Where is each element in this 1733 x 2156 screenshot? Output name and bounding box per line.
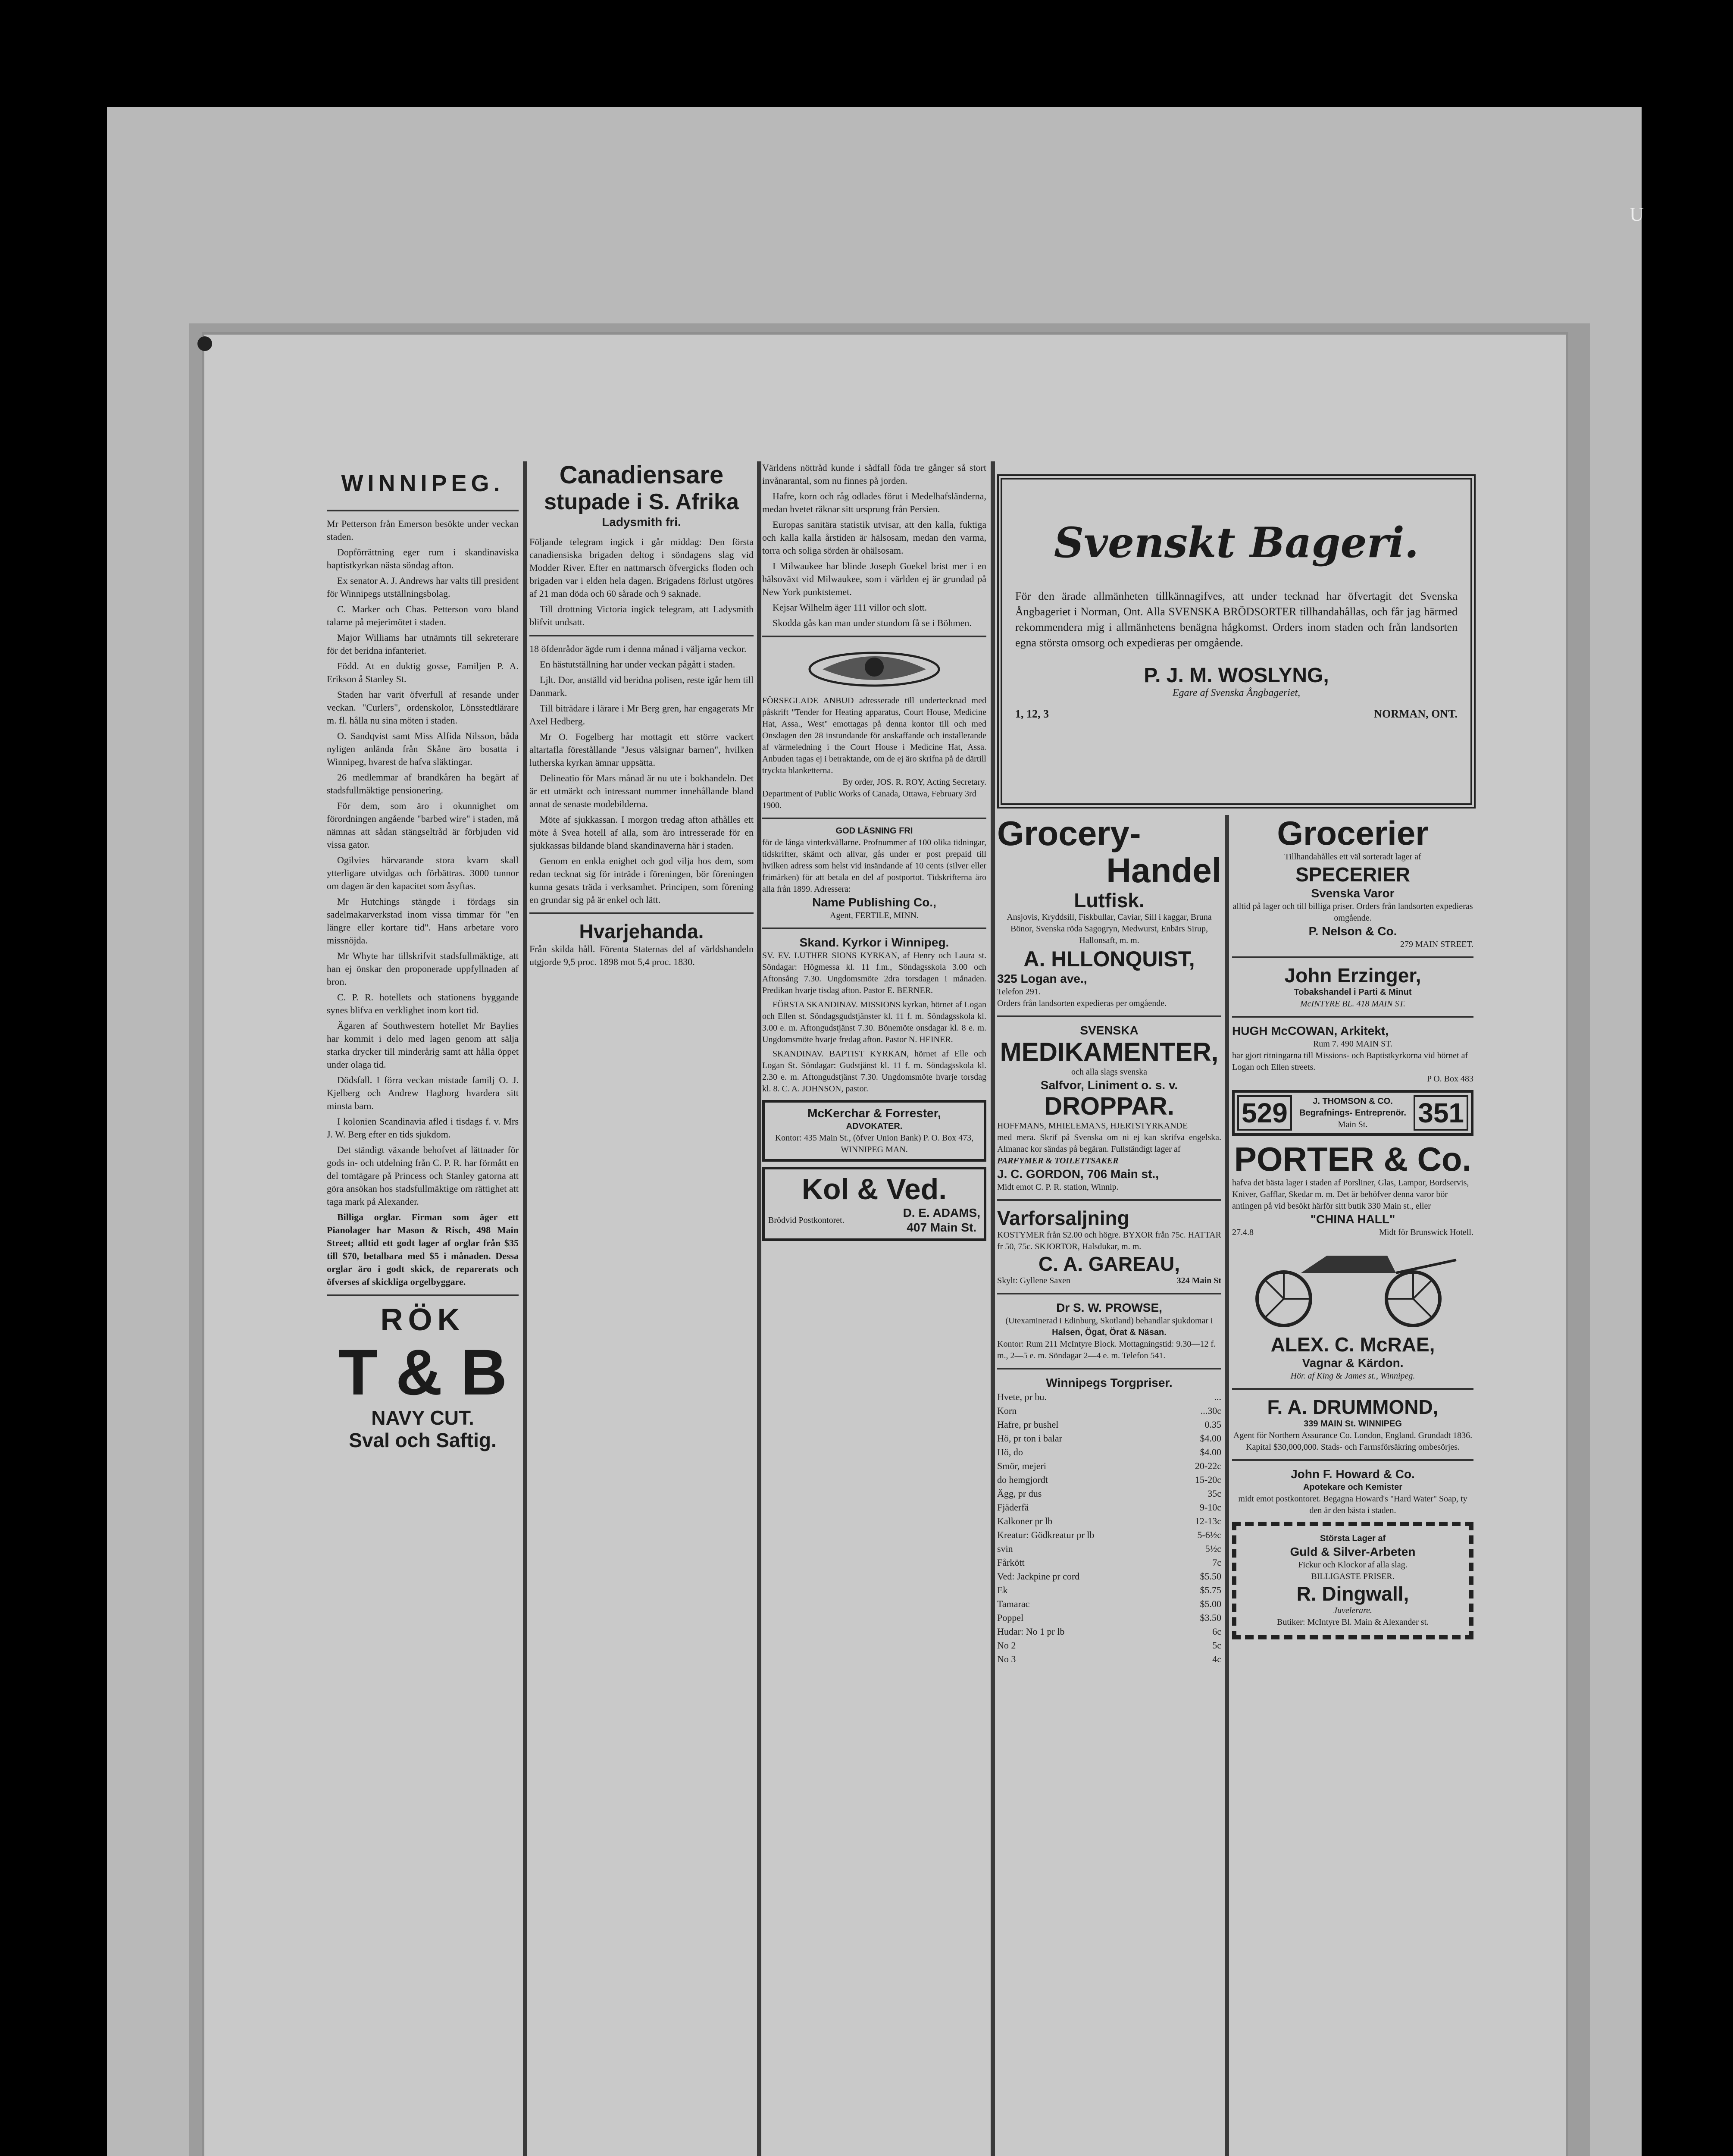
price-item: Hvete, pr bu.: [997, 1391, 1047, 1402]
divider: [1232, 1388, 1473, 1390]
jeweller-goods: Guld & Silver-Arbeten: [1290, 1545, 1416, 1558]
price-value: 35c: [1207, 1488, 1221, 1499]
price-item: Tamarac: [997, 1598, 1030, 1609]
divider: [529, 912, 754, 914]
grocerier-title: Grocerier: [1277, 815, 1429, 852]
porter-china-hall: "CHINA HALL": [1310, 1213, 1395, 1226]
carriage-dealer-address: Hör. af King & James st., Winnipeg.: [1290, 1371, 1415, 1381]
porter-name: PORTER & Co.: [1234, 1140, 1472, 1178]
divider: [762, 818, 986, 819]
jeweller-heading: Största Lager af: [1320, 1534, 1386, 1543]
divider: [762, 928, 986, 929]
divider: [997, 1293, 1221, 1294]
price-value: 15-20c: [1195, 1474, 1221, 1485]
grocery-list: Ansjovis, Kryddsill, Fiskbullar, Caviar, Sill i kaggar, Bruna Bönor, Svenska röda Sagogryn, Medwurst, Enbärs Sirup, Hallonsaft, m. m.: [1007, 912, 1212, 945]
column-rule: [523, 461, 527, 2156]
price-value: $5.00: [1200, 1598, 1221, 1609]
tobacco-variety: NAVY CUT.: [371, 1407, 474, 1429]
news-item: 26 medlemmar af brandkåren ha begärt af stadsfullmäktige pensionering.: [327, 772, 519, 796]
sale-text: KOSTYMER från $2.00 och högre. BYXOR från 75c. HATTAR fr 50, 75c. SKJORTOR, Halsdukar, m. m.: [997, 1230, 1221, 1251]
divider: [529, 635, 754, 636]
news-item: En hästutställning har under veckan pågått i staden.: [540, 659, 735, 670]
law-firm-name: McKerchar & Forrester,: [807, 1106, 941, 1120]
price-value: $3.50: [1200, 1612, 1221, 1623]
column-4: [997, 815, 1221, 2156]
price-item: Hafre, pr bushel: [997, 1419, 1059, 1430]
bakery-town: NORMAN, ONT.: [1374, 708, 1458, 720]
divider: [327, 510, 519, 511]
local-news: [327, 517, 519, 1288]
price-row: [997, 1445, 1221, 1459]
jeweller-sub: Fickur och Klockor af alla slag.: [1298, 1560, 1408, 1570]
price-row: [997, 1597, 1221, 1611]
erzinger-sub: Tobakshandel i Parti & Minut: [1294, 987, 1412, 997]
price-item: Hö, do: [997, 1447, 1023, 1457]
price-row: [997, 1501, 1221, 1514]
bakery-number: 1, 12, 3: [1015, 708, 1049, 720]
fuel-ad: [762, 1167, 986, 1241]
price-item: Kreatur: Gödkreatur pr lb: [997, 1529, 1095, 1540]
price-value: $4.00: [1200, 1447, 1221, 1457]
fuel-address: 407 Main St.: [907, 1221, 977, 1234]
divider: [1232, 956, 1473, 958]
reading-text: för de långa vinterkvällarne. Profnummer af 100 olika tidningar, tidskrifter, skämt och allvar, gås under er post prepaid till hvilken adress som helst vid insändande af 10 cents (silver eller frimärken) för att betala en del af postportot. Tidskrifterna äro alla från 1899. Adressera:: [762, 838, 986, 894]
divider: [762, 636, 986, 637]
news-item: Mr Petterson från Emerson besökte under veckan staden.: [327, 518, 519, 542]
apothecary-name: John F. Howard & Co.: [1291, 1467, 1415, 1481]
price-row: [997, 1583, 1221, 1597]
medicine-drops-list: HOFFMANS, MHIELEMANS, HJERTSTYRKANDE: [997, 1121, 1188, 1131]
binding-hole: [197, 336, 212, 351]
column-5: [1232, 815, 1473, 2156]
price-item: No 3: [997, 1654, 1016, 1664]
jeweller-prices: BILLIGASTE PRISER.: [1311, 1572, 1395, 1581]
nelson-name: P. Nelson & Co.: [1308, 924, 1397, 938]
news-item: Mr Hutchings stängde i fördags sin sadelmakarverkstad inom vissa timmar för "en längre eller kortare tid". Hans arbetare voro missnöjda.: [327, 896, 519, 946]
law-firm-sub: ADVOKATER.: [846, 1122, 903, 1131]
churches-heading: Skand. Kyrkor i Winnipeg.: [799, 936, 949, 949]
tender-signature: By order, JOS. R. ROY, Acting Secretary.: [842, 777, 986, 787]
news-item: Major Williams har utnämnts till sekreterare för det beridna infanteriet.: [327, 632, 519, 656]
price-value: 0.35: [1204, 1419, 1221, 1430]
bakery-owner: P. J. M. WOSLYNG,: [1144, 664, 1329, 687]
insurance-agent-address: 339 MAIN St. WINNIPEG: [1304, 1419, 1402, 1429]
news-item: Europas sanitära statistik utvisar, att den kalla, fuktiga och kalla kalla årstiden är hälsosam, medan den varma, torra och soliga sörden är ohälsosam.: [762, 519, 986, 556]
architect-name: HUGH McCOWAN, Arkitekt,: [1232, 1024, 1389, 1037]
divider: [997, 1015, 1221, 1017]
film-edge-mark: U: [1630, 203, 1644, 225]
price-row: [997, 1390, 1221, 1404]
news-item: O. Sandqvist samt Miss Alfida Nilsson, båda nyligen anlända från Skåne äro bosatta i Winnipeg, hvarest de hafva släktingar.: [327, 730, 519, 767]
news-item: Dödsfall. I förra veckan mistade familj O. J. Kjelberg och Andrew Hagborg hvardera sitt minsta barn.: [327, 1075, 519, 1111]
price-value: 12-13c: [1195, 1516, 1221, 1526]
bakery-title: Svenskt Bageri.: [1054, 518, 1419, 567]
price-row: [997, 1528, 1221, 1542]
price-item: Ägg, pr dus: [997, 1488, 1042, 1499]
architect-address: Rum 7. 490 MAIN ST.: [1313, 1039, 1393, 1049]
grocer-note: Orders från landsorten expedieras per omgående.: [997, 999, 1167, 1008]
column-rule: [1225, 815, 1229, 2156]
grocery-title-2: Handel: [1106, 851, 1221, 890]
jeweller-name: R. Dingwall,: [1296, 1583, 1409, 1605]
doctor-office: Kontor: Rum 211 McIntyre Block. Mottagningstid: 9.30—12 f. m., 2—5 e. m. Söndagar 2—4 e. m. Telefon 541.: [997, 1339, 1216, 1360]
news-item: Ägaren af Southwestern hotellet Mr Baylies har kommit i delo med lagen genom att sälja starka drycker till minderårig samt att hålla öppet under olaga tid.: [327, 1020, 519, 1070]
news-item: Skodda gås kan man under stundom få se i Böhmen.: [773, 617, 972, 628]
price-row: [997, 1418, 1221, 1432]
tender-department: Department of Public Works of Canada, Ottawa, February 3rd 1900.: [762, 789, 976, 810]
section-heading: Hvarjehanda.: [579, 920, 704, 943]
undertaker-name: J. THOMSON & CO.: [1313, 1096, 1393, 1106]
organ-notice: Billiga orglar. Firman som äger ett Pianolager har Mason & Risch, 498 Main Street; alltid ett godt lager af orglar från $35 till $70, betalbara med $5 i månaden. Dessa orglar äro i godt skick, de reparerats och öfverses af skickliga orgelbyggare.: [327, 1212, 519, 1287]
doctor-credentials: (Utexaminerad i Edinburg, Skotland) behandlar sjukdomar i: [1005, 1316, 1213, 1326]
carriage-dealer-name: ALEX. C. McRAE,: [1270, 1333, 1435, 1356]
news-item: Möte af sjukkassan. I morgon tredag afton afhålles ett möte å Svea hotell af alla, som äro intresserade för en sjukkassas bildande bland skandinaverna här i staden.: [529, 814, 754, 851]
architect-box: P O. Box 483: [1426, 1074, 1473, 1084]
grocerier-swedish: Svenska Varor: [1311, 887, 1395, 900]
medicine-perfumes: PARFYMER & TOILETTSAKER: [997, 1156, 1119, 1166]
publisher-name: Name Publishing Co.,: [812, 896, 936, 909]
price-item: Kalkoner pr lb: [997, 1516, 1053, 1526]
news-item: Följande telegram ingick i går middag: Den första canadiensiska brigaden deltog i söndagens slag vid Modder River. Efter en nattmarsch öfvergicks floden och brigaden var i elden hela dagen. Brigadens förlust utgöres af 21 man döda och 60 sårade och 9 saknade.: [529, 536, 754, 599]
tobacco-tagline: Sval och Saftig.: [349, 1429, 497, 1451]
undertaker-phone: 351: [1414, 1095, 1468, 1131]
bakery-owner-role: Egare af Svenska Ångbageriet,: [1172, 687, 1301, 699]
price-value: ...30c: [1200, 1405, 1221, 1416]
apothecary-sub: Apotekare och Kemister: [1303, 1482, 1403, 1492]
local-news: [529, 642, 754, 906]
nelson-address: 279 MAIN STREET.: [1400, 940, 1473, 949]
grocer-phone: Telefon 291.: [997, 987, 1041, 997]
medicine-heading: SVENSKA: [1080, 1024, 1139, 1037]
price-value: 5-6½c: [1197, 1529, 1221, 1540]
news-item: Världens nöttråd kunde i sådfall föda tre gånger så stort invånarantal, som nu finnes på jorden.: [762, 462, 986, 486]
price-value: $5.75: [1200, 1585, 1221, 1595]
insurance-agent-name: F. A. DRUMMOND,: [1267, 1396, 1439, 1418]
coat-of-arms-icon: [797, 643, 952, 691]
price-row: [997, 1611, 1221, 1625]
price-value: 4c: [1212, 1654, 1221, 1664]
grocerier-text: alltid på lager och till billiga priser. Orders från landsorten expedieras omgående.: [1232, 902, 1473, 923]
news-item: I kolonien Scandinavia afled i tisdags f. v. Mrs J. W. Berg efter en tids sjukdom.: [327, 1116, 519, 1140]
divider: [1232, 1016, 1473, 1018]
medicine-text: med mera. Skrif på Svenska om ni ej kan skrifva engelska. Almanac kor sändas på begäran. Fullständigt lager af: [997, 1133, 1221, 1154]
price-value: $4.00: [1200, 1433, 1221, 1444]
clothier-name: C. A. GAREAU,: [1039, 1253, 1180, 1275]
news-item: Staden har varit öfverfull af resande under veckan. "Curlers", ordenskolor, Lönsstedtlärare m. fl. hålla nu sina möten i staden.: [327, 689, 519, 726]
misc-news: [762, 461, 986, 630]
medicine-salves: Salfvor, Liniment o. s. v.: [1040, 1078, 1178, 1092]
price-row: [997, 1542, 1221, 1556]
undertaker-sub: Begrafnings- Entreprenör.: [1299, 1108, 1406, 1118]
law-firm-ad: [762, 1100, 986, 1162]
price-value: ...: [1214, 1391, 1221, 1402]
jeweller-address: Butiker: McIntyre Bl. Main & Alexander st.: [1276, 1617, 1429, 1627]
price-item: svin: [997, 1543, 1013, 1554]
erzinger-name: John Erzinger,: [1284, 964, 1421, 987]
price-value: $5.50: [1200, 1571, 1221, 1582]
publisher-agent: Agent, FERTILE, MINN.: [830, 911, 919, 920]
price-value: 5c: [1212, 1640, 1221, 1651]
news-item: C. P. R. hotellets och stationens byggande synes blifva en verklighet inom kort tid.: [327, 992, 519, 1015]
pharmacist-name: J. C. GORDON, 706 Main st.,: [997, 1167, 1159, 1181]
undertaker-ad: [1232, 1090, 1473, 1136]
price-row: [997, 1459, 1221, 1473]
market-prices-heading: Winnipegs Torgpriser.: [1046, 1376, 1173, 1389]
pharmacist-location: Midt emot C. P. R. station, Winnip.: [997, 1182, 1119, 1192]
price-value: 9-10c: [1199, 1502, 1221, 1513]
price-row: [997, 1473, 1221, 1487]
price-value: 5½c: [1205, 1543, 1221, 1554]
church-entry: SKANDINAV. BAPTIST KYRKAN, hörnet af Elle och Logan St. Söndagar: Gudstjänst kl. 11 f. m. Söndagsskola kl. 2.30 e. m. Aftongudstjänst 7.30. Ungdomsmöte hvarje torsdag kl. 8. C. A. JOHNSON, pastor.: [762, 1049, 986, 1094]
news-item: I Milwaukee har blinde Joseph Goekel brist mer i en hälsoväxt vid Milwaukee, som i världen ej är grundad på New York punktstemet.: [762, 561, 986, 597]
column-1: [327, 461, 519, 2156]
reading-heading: GOD LÄSNING FRI: [835, 826, 913, 836]
clothier-sign: Skylt: Gyllene Saxen: [997, 1276, 1070, 1285]
price-row: [997, 1514, 1221, 1528]
news-item: Född. At en duktig gosse, Familjen P. A. Erikson å Stanley St.: [327, 661, 519, 684]
church-entry: SV. EV. LUTHER SIONS KYRKAN, af Henry och Laura st. Söndagar: Högmessa kl. 11 f.m., Söndagsskola 3.00 och Aftonsång 7.30. Ungdomsmöte 2dra torsdagen i månaden. Predikan hvarje tisdag afton. Pastor E. BERNER.: [762, 951, 986, 995]
column-3: [762, 461, 986, 2156]
price-row: [997, 1432, 1221, 1445]
fuel-dealer: D. E. ADAMS,: [903, 1206, 980, 1219]
price-row: [997, 1487, 1221, 1501]
news-item: Genom en enkla enighet och god vilja hos dem, som redan tecknat sig för inträde i föreningen, bör föreningen kunna gesats träda i verksamhet. Principen, som förening en grundar sig på är enkel och lätt.: [529, 856, 754, 905]
news-item: Ogilvies härvarande stora kvarn skall ytterligare utvidgas och förbättras. 3000 tunnor om dagen är den kapacitet som åsyftas.: [327, 855, 519, 891]
news-item: Ljlt. Dor, anställd vid beridna polisen, reste igår hem till Danmark.: [529, 674, 754, 698]
headline-deck: Ladysmith fri.: [602, 515, 681, 529]
divider: [997, 1199, 1221, 1201]
divider: [997, 1368, 1221, 1369]
insurance-agent-text: Agent för Northern Assurance Co. London, England. Grundadt 1836. Kapital $30,000,000. Stads- och Farmsförsäkring ombesörjes.: [1233, 1431, 1473, 1452]
fuel-heading: Kol & Ved.: [801, 1173, 947, 1206]
medicine-sub: och alla slags svenska: [1071, 1067, 1148, 1077]
churches-list: [762, 950, 986, 1095]
news-item: Mr O. Fogelberg har mottagit ett större vackert altartafla förestållande "Jesus välsignar barnen", hvilken lutherska kyrkan ämnar uppsätta.: [529, 731, 754, 768]
price-item: do hemgjordt: [997, 1474, 1048, 1485]
price-item: Ved: Jackpine pr cord: [997, 1571, 1080, 1582]
undertaker-address: Main St.: [1338, 1119, 1368, 1129]
price-item: Hö, pr ton i balar: [997, 1433, 1062, 1444]
divider: [1232, 1459, 1473, 1461]
price-value: 7c: [1212, 1557, 1221, 1568]
medicine-drops: DROPPAR.: [1044, 1092, 1174, 1120]
porter-address: Midt för Brunswick Hotell.: [1379, 1228, 1473, 1237]
column-rule: [757, 461, 761, 2156]
price-item: No 2: [997, 1640, 1016, 1651]
news-item: 18 öfdenrådor ägde rum i denna månad i väljarna veckor.: [529, 643, 747, 654]
grocerier-specerier: SPECERIER: [1295, 863, 1410, 886]
jeweller-ad: [1232, 1522, 1473, 1639]
market-prices-table: [997, 1390, 1221, 1666]
architect-text: har gjort ritningarna till Missions- och Baptistkyrkorna vid hörnet af Logan och Ellen streets.: [1232, 1051, 1468, 1072]
news-item: Till drottning Victoria ingick telegram, att Ladysmith blifvit undsatt.: [529, 604, 754, 627]
lutfisk-heading: Lutfisk.: [1074, 889, 1145, 912]
carriage-dealer-sub: Vagnar & Kärdon.: [1302, 1356, 1404, 1369]
grocery-title: Grocery-: [997, 815, 1141, 852]
clothier-address: 324 Main St: [1176, 1276, 1221, 1285]
news-item: Mr Whyte har tillskrifvit stadsfullmäktige, att han ej önskar den proponerade uppfyllnaden af bron.: [327, 950, 519, 987]
bakery-text: För den ärade allmänheten tillkännagifves, att under tecknad har öfvertagit det Svenska Ångbageriet i Norman, Ont. Alla SVENSKA BRÖDSORTER tillhandahållas, och får jag härmed rekommendera mig i allmänhetens benägna hågkomst. Orders inom staden och från landsorten egna största omsorg och expedieras per omgående.: [1015, 590, 1458, 649]
tobacco-brand: T & B: [338, 1336, 507, 1408]
headline-main: Canadiensare: [559, 461, 724, 489]
price-item: Korn: [997, 1405, 1017, 1416]
medicine-title: MEDIKAMENTER,: [1000, 1037, 1219, 1066]
price-row: [997, 1556, 1221, 1570]
news-item: För dem, som äro i okunnighet om förordningen angående "barbed wire" i staden, må nämnas att sådan stängseltråd är förbjuden vid vissa gator.: [327, 800, 519, 850]
price-row: [997, 1639, 1221, 1652]
news-item: C. Marker och Chas. Petterson voro bland talarne på mejerimötet i staden.: [327, 604, 519, 627]
price-item: Ek: [997, 1585, 1008, 1595]
column-2: [529, 461, 754, 2156]
price-item: Smör, mejeri: [997, 1460, 1046, 1471]
grocer-name: A. HLLONQUIST,: [1023, 947, 1195, 971]
masthead: WINNIPEG.: [341, 470, 504, 496]
news-item: Dopförrättning eger rum i skandinaviska baptistkyrkan nästa söndag afton.: [327, 547, 519, 570]
news-item: Ex senator A. J. Andrews har valts till president för Winnipegs utställningsbolag.: [327, 575, 519, 599]
price-item: Fjäderfä: [997, 1502, 1029, 1513]
undertaker-number: 529: [1237, 1095, 1292, 1131]
divider: [327, 1294, 519, 1296]
news-item: Det ständigt växande behofvet af lättnader för gods in- och utdelning från C. P. R. har förmått en del tomtägare på Princess och Stanley gatorna att göra ansökan hos stadsfullmäktige om rättighet att taga mark på Alexander.: [327, 1144, 519, 1207]
bakery-ad: [997, 474, 1476, 808]
erzinger-address: McINTYRE BL. 418 MAIN ST.: [1300, 999, 1406, 1009]
section-text: Från skilda håll. Förenta Staternas del af världshandeln utgjorde 9,5 proc. 1898 mot 5,4 proc. 1830.: [529, 943, 754, 967]
apothecary-text: midt emot postkontoret. Begagna Howard's "Hard Water" Soap, ty den är den bästa i staden.: [1238, 1494, 1467, 1515]
tender-notice: FÖRSEGLADE ANBUD adresserade till undertecknad med påskrift "Tender for Heating apparatus, Court House, Medicine Hat, Assa., West" emottagas på denna kontor till och med Onsdagen den 28 instundande för anskaffande och installerande af värmeledning i the Court House i Medicine Hat, Assa. Anbuden tagas ej i betraktande, om de ej äro skrifna på de därtill tryckta blanketterna.: [762, 696, 986, 775]
news-item: Till biträdare i lärare i Mr Berg gren, har engagerats Mr Axel Hedberg.: [529, 703, 754, 727]
headline-sub: stupade i S. Afrika: [544, 489, 739, 514]
price-item: Poppel: [997, 1612, 1024, 1623]
tobacco-ad: [327, 1302, 519, 1451]
price-value: 20-22c: [1195, 1460, 1221, 1471]
column-rule: [991, 461, 995, 2156]
porter-text: hafva det bästa lager i staden af Porsliner, Glas, Lampor, Bordservis, Kniver, Gafflar, Skedar m. m. Det är behöfver denna varor bör antingen på vid besökt härför sitt butik 330 Main st., eller: [1232, 1178, 1469, 1211]
grocerier-sub: Tillhandahålles ett väl sorteradt lager af: [1284, 852, 1421, 862]
sale-heading: Varforsaljning: [997, 1207, 1129, 1229]
doctor-name: Dr S. W. PROWSE,: [1056, 1301, 1162, 1314]
news-item: Hafre, korn och råg odlades förut i Medelhafsländerna, medan hvetet räknar sitt ursprung från Persien.: [762, 491, 986, 514]
porter-number: 27.4.8: [1232, 1228, 1254, 1237]
price-value: 6c: [1212, 1626, 1221, 1637]
price-item: Fårkött: [997, 1557, 1025, 1568]
news-item: Delineatio för Mars månad är nu ute i bokhandeln. Det är ett utmärkt och intressant nummer innehållande bland annat de senaste modebilderna.: [529, 773, 754, 809]
wagon-icon: [1241, 1243, 1465, 1329]
price-item: Hudar: No 1 pr lb: [997, 1626, 1065, 1637]
price-row: [997, 1652, 1221, 1666]
jeweller-role: Juvelerare.: [1333, 1606, 1372, 1615]
news-item: Kejsar Wilhelm äger 111 villor och slott.: [773, 602, 927, 613]
law-firm-address: Kontor: 435 Main St., (öfver Union Bank) P. O. Box 473, WINNIPEG MAN.: [775, 1133, 974, 1154]
tobacco-rok: RÖK: [380, 1303, 465, 1337]
price-row: [997, 1570, 1221, 1583]
fuel-note: Brödvid Postkontoret.: [768, 1215, 845, 1225]
newspaper-page: [202, 332, 1568, 2156]
church-entry: FÖRSTA SKANDINAV. MISSIONS kyrkan, hörnet af Logan och Ellen st. Söndagsgudstjänster kl. 11 f. m. Söndagsskola kl. 3.00 e. m. Aftongudstjänst 7.30. Bönemöte onsdagar kl. 8 e. m. Ungdomsmöte hvarje fredag afton. Pastor N. HEINER.: [762, 1000, 986, 1044]
price-row: [997, 1625, 1221, 1639]
war-news: [529, 536, 754, 629]
grocer-address: 325 Logan ave.,: [997, 972, 1087, 985]
price-row: [997, 1404, 1221, 1418]
doctor-specialty: Halsen, Ögat, Örat & Näsan.: [1052, 1328, 1167, 1337]
